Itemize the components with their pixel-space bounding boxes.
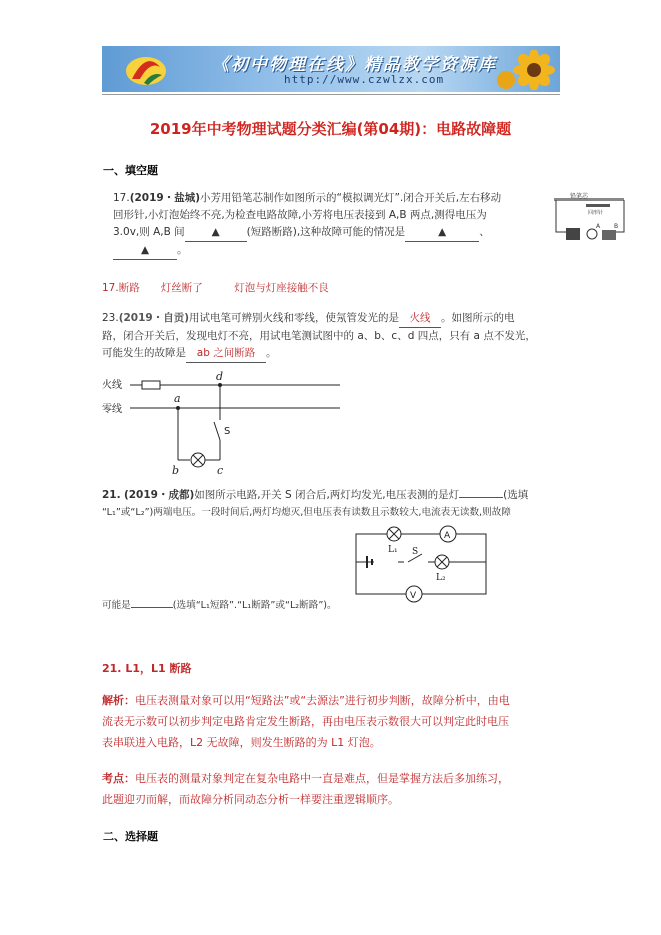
q23-number: 23. (102, 312, 119, 324)
analysis-line3: 表串联进入电路，L2 无故障，则发生断路的为 L1 灯泡。 (102, 736, 381, 749)
q17-answer: 17.断路 灯丝断了 灯泡与灯座接触不良 (102, 282, 329, 294)
q23-switch-label: S (224, 426, 231, 437)
q17-line1: 小芳用铅笔芯制作如图所示的“模拟调光灯”.闭合开关后,左右移动 (200, 192, 502, 204)
section-heading-choice: 二、选择题 (103, 830, 158, 843)
q17-line4-end: 。 (177, 244, 188, 256)
q21-line3 (102, 597, 337, 614)
q17-blank-1 (185, 224, 247, 242)
q23-live-label: 火线 (102, 380, 122, 391)
blank-mark: ▲ (211, 226, 220, 238)
battery-icon (366, 556, 368, 568)
q21-key-point (102, 768, 562, 810)
header-rule (102, 94, 560, 95)
analysis-label: 解析： (102, 694, 135, 707)
logo-icon (122, 49, 170, 89)
q23-circuit-figure (102, 370, 352, 478)
analysis-line1: 电压表测量对象可以用“短路法”或“去源法”进行初步判断，故障分析中，由电 (135, 694, 510, 707)
q21-blank-2 (131, 607, 173, 608)
q17-fig-a: A (596, 223, 601, 230)
q23-source: (2019・自贡) (118, 312, 190, 324)
q17-line3c: 、 (479, 226, 490, 238)
q21-line3a: 可能是 (102, 600, 131, 611)
key-point-line1: 电压表的测量对象判定在复杂电路中一直是难点，但是掌握方法后多加练习， (135, 772, 509, 785)
q23-line2: 路，闭合开关后，发现电灯不亮，用试电笔测试图中的 a、b、c、d 四点，只有 a 点不发光， (102, 330, 536, 342)
key-point-label: 考点： (102, 772, 135, 785)
page-title: 2019年中考物理试题分类汇编(第04期)：电路故障题 (149, 120, 512, 138)
q21-number: 21. (102, 489, 121, 501)
sunflower-icon (496, 50, 556, 90)
q21-circuit-figure (352, 520, 492, 610)
q21-blank-1 (459, 497, 503, 498)
q23-line1a: 用试电笔可辨别火线和零线，使氖管发光的是 (189, 312, 400, 324)
header-banner (102, 46, 560, 92)
banner-title: 《初中物理在线》精品教学资源库 (212, 55, 497, 75)
q23-neutral-label: 零线 (102, 404, 122, 415)
analysis-line2: 流表无示数可以初步判定电路肯定发生断路，再由电压表示数很大可以判定此时电压 (102, 715, 509, 728)
blank-mark: ▲ (438, 226, 447, 238)
q17-line3b: (短路断路),这种故障可能的情况是 (246, 226, 406, 238)
q17-fig-pencil-label: 铅笔芯 (570, 193, 589, 200)
q21-line2: “L₁”或“L₂”)两端电压。一段时间后,两灯均熄灭,但电压表有读数且示数较大,电流表无读数,则故障 (102, 507, 511, 518)
question-17 (113, 190, 548, 260)
q23-line1b: 。如图所示的电 (441, 312, 515, 324)
q23-point-d: d (216, 370, 224, 383)
section-heading-fill-blank: 一、填空题 (103, 164, 158, 177)
voltmeter-label: V (410, 591, 417, 601)
q17-line3a: 3.0v,则 A,B 间 (113, 226, 185, 238)
q21-line3b: (选填“L₁短路”.“L₁断路”或“L₂断路”)。 (172, 600, 337, 611)
q23-point-b: b (172, 464, 180, 477)
l1-label: L₁ (388, 545, 398, 555)
l2-label: L₂ (436, 573, 446, 583)
q17-fig-b: B (614, 223, 619, 230)
q17-source: (2019・盐城) (129, 192, 201, 204)
q23-answer-1: 火线 (399, 310, 441, 328)
key-point-line2: 此题迎刃而解，而故障分析同动态分析一样要注重逻辑顺序。 (102, 793, 399, 806)
q21-analysis (102, 690, 562, 753)
q23-line3b: 。 (266, 347, 277, 359)
q21-answer: 21. L1，L1 断路 (102, 662, 192, 675)
fuse-icon (142, 381, 160, 389)
q23-answer-2: ab 之间断路 (186, 345, 266, 363)
question-21 (102, 487, 562, 521)
q17-number: 17. (113, 192, 130, 204)
ammeter-label: A (444, 531, 451, 541)
q17-blank-2 (405, 224, 479, 242)
question-23 (102, 310, 552, 363)
q17-fig-clip-label: 回形针 (588, 210, 604, 216)
q21-line1a: 如图所示电路,开关 S 闭合后,两灯均发光,电压表测的是灯 (194, 489, 460, 501)
q17-line2: 回形针,小灯泡始终不亮,为检查电路故障,小芳将电压表接到 A,B 两点,测得电压为 (113, 209, 487, 221)
q21-source: (2019・成都) (123, 489, 195, 501)
switch-icon (214, 422, 220, 440)
q23-point-c: c (217, 464, 224, 477)
q23-point-a: a (174, 392, 181, 405)
banner-url: http://www.czwlzx.com (284, 73, 445, 86)
q17-blank-3 (113, 242, 177, 260)
q21-line1b: (选填 (503, 489, 529, 501)
switch-s-label: S (412, 547, 419, 557)
blank-mark: ▲ (140, 244, 150, 256)
q17-circuit-figure (552, 192, 628, 250)
q23-line3a: 可能发生的故障是 (102, 347, 186, 359)
